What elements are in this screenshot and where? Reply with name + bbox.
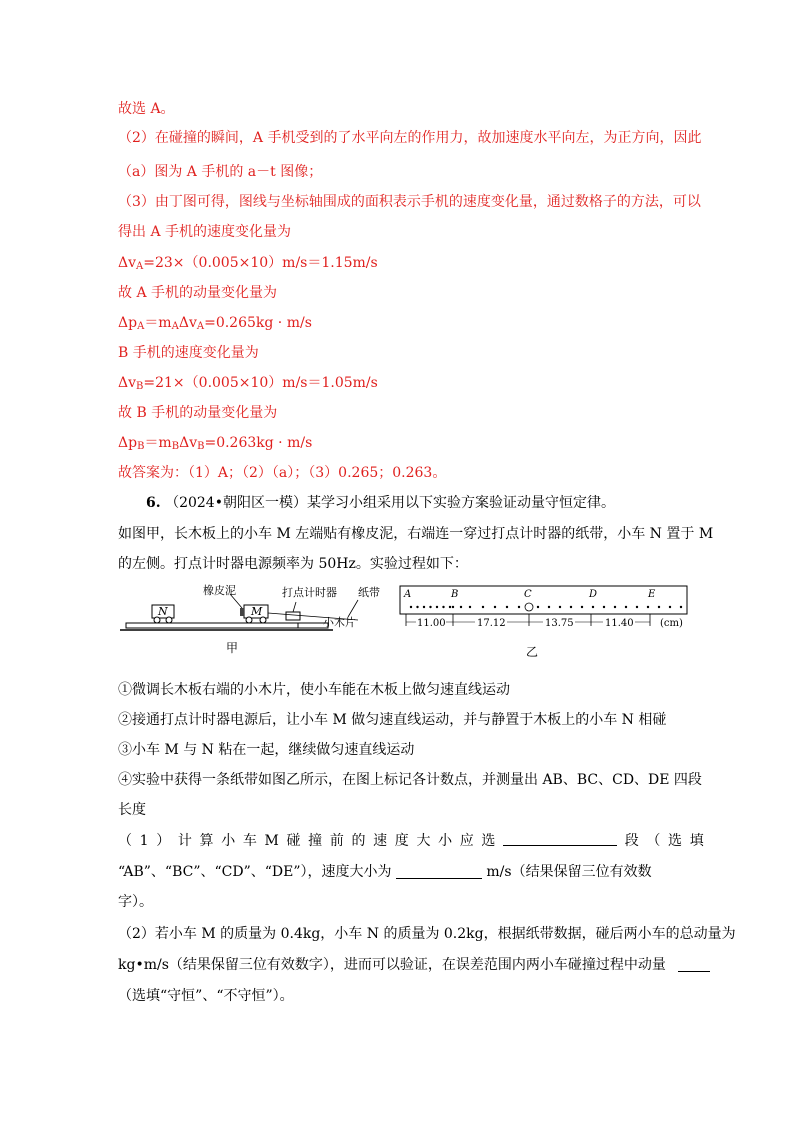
q1-char: 前 [329, 833, 344, 849]
point-c-marker [525, 603, 533, 611]
tape-dot [449, 606, 451, 608]
tape-dot [658, 606, 660, 608]
q1-char: 1 [139, 833, 149, 849]
solution-answer: 故答案为：（1）A；（2）（a）；（3）0.265；0.263。 [118, 465, 447, 481]
question-intro-text: （2024•朝阳区一模）某学习小组采用以下实验方案验证动量守恒定律。 [165, 495, 615, 511]
segment-de: 11.40 [605, 618, 634, 629]
tape-dot [423, 606, 425, 608]
cart-m-label: M [251, 605, 263, 618]
point-label-a: A [404, 589, 412, 600]
q1-char: 段 [624, 833, 639, 849]
q2-text: kg•m/s（结果保留三位有效数字），进而可以验证，在误差范围内两小车碰撞过程中动量 [118, 957, 666, 973]
solution-line-6: ΔvA=23×（0.005×10）m/s＝1.15m/s [118, 255, 378, 272]
tape-dot [636, 606, 638, 608]
solution-line-1: 故选 A。 [118, 101, 175, 117]
q1-options-text: “AB”、“BC”、“CD”、“DE”），速度大小为 [118, 864, 392, 880]
tape-dot [603, 606, 605, 608]
point-label-d: D [589, 589, 598, 600]
tape-dot [436, 606, 438, 608]
q1-char: 选 [668, 833, 683, 849]
q1-char: 大 [416, 833, 431, 849]
delta-pb-value: =0.263kg · m/s [204, 435, 313, 451]
q1-speed-blank[interactable] [396, 864, 482, 879]
tape-dot [518, 606, 520, 608]
solution-line-7: 故 A 手机的动量变化量为 [118, 285, 278, 301]
tape-dot [452, 606, 454, 608]
solution-line-8: ΔpA＝mAΔvA=0.265kg · m/s [118, 315, 312, 332]
tape-unit: (cm) [660, 618, 683, 629]
cart-n-label: N [158, 605, 168, 618]
step-3: ③小车 M 与 N 粘在一起，继续做匀速直线运动 [118, 742, 415, 758]
putty [240, 608, 244, 616]
experiment-figures [118, 580, 698, 660]
solution-line-3: （a）图为 A 手机的 a－t 图像； [118, 164, 323, 180]
segment-bc: 17.12 [477, 618, 506, 629]
tape-strip [400, 586, 687, 614]
q1-char: 小 [221, 833, 236, 849]
q2-line-1: （2）若小车 M 的质量为 0.4kg，小车 N 的质量为 0.2kg，根据纸带数据，碰后两小车的总动量为 [118, 926, 736, 942]
q1-char: 的 [351, 833, 366, 849]
question-paragraph-1: 如图甲，长木板上的小车 M 左端贴有橡皮泥，右端连一穿过打点计时器的纸带，小车 N 置于 M [118, 526, 714, 542]
q1-char: 度 [394, 833, 409, 849]
step-1: ①微调长木板右端的小木片，使小车能在木板上做匀速直线运动 [118, 682, 510, 698]
figure-b-caption: 乙 [526, 645, 539, 659]
tape-dot [460, 606, 462, 608]
q1-char: 算 [199, 833, 214, 849]
long-board [126, 623, 326, 628]
tape-dots [410, 606, 682, 608]
solution-line-9: B 手机的速度变化量为 [118, 345, 259, 361]
block-label: 小木片 [323, 616, 356, 629]
q2-line-2 [118, 955, 710, 975]
tape-dot [625, 606, 627, 608]
q1-char: 计 [177, 833, 192, 849]
step-2: ②接通打点计时器电源后，让小车 M 做匀速直线运动，并与静置于木板上的小车 N 相碰 [118, 712, 667, 728]
q1-line-1 [118, 831, 704, 851]
timer [286, 612, 300, 620]
q1-char: 车 [242, 833, 257, 849]
delta-vb-value: =21×（0.005×10）m/s＝1.05m/s [143, 375, 378, 391]
q1-segment-blank[interactable] [503, 831, 617, 846]
point-label-c: C [524, 589, 532, 600]
q2-line-3: （选填“守恒”、“不守恒”）。 [118, 988, 294, 1004]
timer-label: 打点计时器 [282, 586, 337, 599]
delta-pa-value: =0.265kg · m/s [204, 315, 312, 331]
q1-char: 碰 [286, 833, 301, 849]
putty-label: 橡皮泥 [203, 584, 236, 597]
point-label-b: B [451, 589, 459, 600]
tape-dot [680, 606, 682, 608]
figure-a-caption: 甲 [226, 641, 239, 655]
tape-dot [581, 606, 583, 608]
solution-line-10: ΔvB=21×（0.005×10）m/s＝1.05m/s [118, 375, 378, 392]
tape-dot [592, 606, 594, 608]
tape-dot [410, 606, 412, 608]
tape-dot [469, 606, 471, 608]
q1-char: 撞 [308, 833, 323, 849]
question-number: 6. [146, 495, 161, 511]
tape-dot [442, 606, 444, 608]
q1-char: 速 [373, 833, 388, 849]
tape-dot [647, 606, 649, 608]
solution-line-12: ΔpB＝mBΔvB=0.263kg · m/s [118, 435, 313, 452]
q1-char: 应 [459, 833, 474, 849]
point-label-e: E [648, 589, 656, 600]
tape-dot [570, 606, 572, 608]
q1-line-3: 字）。 [118, 894, 153, 910]
q1-char: 小 [438, 833, 453, 849]
q2-conservation-blank[interactable] [678, 957, 710, 972]
q1-char: 填 [689, 833, 704, 849]
tape-dot [482, 606, 484, 608]
step-4-cont: 长度 [118, 802, 146, 818]
tape-dot [506, 606, 508, 608]
q1-line-2 [118, 862, 652, 882]
q1-char: 选 [481, 833, 496, 849]
solution-line-4: （3）由丁图可得，图线与坐标轴围成的面积表示手机的速度变化量，通过数格子的方法，可以 [118, 194, 701, 210]
q1-char: M [264, 833, 279, 849]
q1-char: （ [118, 833, 132, 849]
timer-leader [293, 602, 296, 612]
tape-dot [669, 606, 671, 608]
q1-unit-text: m/s（结果保留三位有效数 [486, 864, 652, 880]
tape-dot [537, 606, 539, 608]
solution-line-2: （2）在碰撞的瞬间，A 手机受到的了水平向左的作用力，故加速度水平向左，为正方向，因此 [118, 130, 702, 146]
segment-ab: 11.00 [417, 618, 446, 629]
segment-cd: 13.75 [545, 618, 574, 629]
tape-dot [429, 606, 431, 608]
figure-a-apparatus [120, 583, 380, 630]
solution-line-11: 故 B 手机的动量变化量为 [118, 405, 278, 421]
tape-leader [348, 600, 358, 617]
q1-char: （ [646, 833, 661, 849]
tape-dot [559, 606, 561, 608]
tape-dot [494, 606, 496, 608]
tape-label: 纸带 [358, 586, 380, 599]
step-4: ④实验中获得一条纸带如图乙所示，在图上标记各计数点，并测量出 AB、BC、CD、DE 四段 [118, 772, 702, 788]
tape-dot [548, 606, 550, 608]
question-paragraph-2: 的左侧。打点计时器电源频率为 50Hz。实验过程如下： [118, 556, 468, 572]
solution-line-5: 得出 A 手机的速度变化量为 [118, 224, 292, 240]
figure-b-tape [400, 586, 687, 629]
tape-dot [416, 606, 418, 608]
q1-char: ） [156, 833, 171, 849]
question-intro [146, 493, 615, 513]
delta-va-value: =23×（0.005×10）m/s＝1.15m/s [143, 255, 378, 271]
tape-dot [614, 606, 616, 608]
